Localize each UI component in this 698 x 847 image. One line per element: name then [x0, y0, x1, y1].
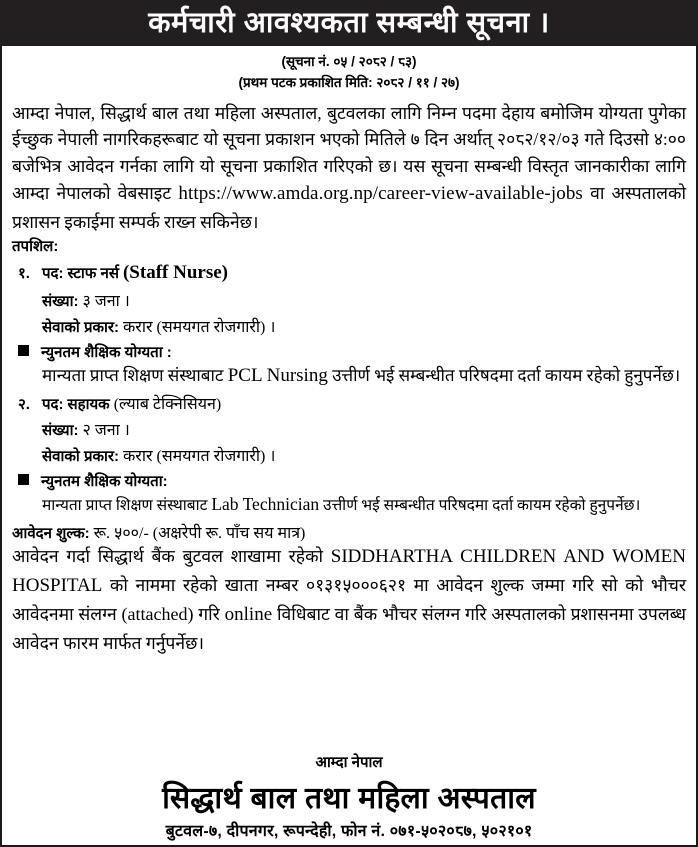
publish-date: (प्रथम पटक प्रकाशित मिति: २०८२ / ११ / २७)	[238, 74, 460, 90]
online-label-en: online	[224, 603, 273, 625]
notice-footer	[12, 752, 686, 845]
payment-text-part4: विधिबाट वा बैंक भौचर संलग्न गरि अस्पतालको प्रशासनमा उपलब्ध आवेदन फारम मार्फत गर्नुपर्नेछ।	[12, 603, 686, 653]
position-service-row	[12, 444, 686, 470]
post-name-np: स्टाफ नर्स	[67, 265, 119, 283]
intro-text-part1: आम्दा नेपाल, सिद्धार्थ बाल तथा महिला अस्पताल, बुटवलका लागि निम्न पदमा देहाय बमोजिम योग्यता पुगेका ईच्छुक नेपाली नागरिकहरूबाट यो सूचना प्रकाशन भएको मितिले ७ दिन अर्थात् २०८२/१२/०३ गते दिउसो ४:०० बजेभित्र आवेदन गर्नका लागि यो सूचना प्रकाशित गरिएको छ। यस सूचना सम्बन्धी विस्तृत जानकारीका लागि आम्दा नेपालको वेबसाइट	[12, 102, 686, 203]
qualification-text	[12, 491, 686, 517]
qualification-degree: PCL Nursing	[227, 364, 328, 386]
service-value: करार (समयगत रोजगारी) ।	[123, 318, 276, 336]
qualification-text	[12, 362, 686, 391]
position-entry	[12, 392, 686, 517]
position-title	[42, 392, 686, 418]
position-count-row	[12, 289, 686, 315]
payment-text-part3: गरि	[193, 603, 225, 624]
fee-value: रू. ५००/- (अक्षरेपी रू. पाँच सय मात्र)	[93, 525, 306, 543]
bank-account-name: SIDDHARTHA CHILDREN AND WOMEN HOSPITAL	[12, 546, 686, 597]
service-label: सेवाको प्रकार:	[42, 447, 120, 465]
amda-website-url[interactable]: https://www.amda.org.np/career-view-available-jobs	[178, 182, 583, 204]
fee-label: आवेदन शुल्क:	[12, 525, 90, 543]
post-name-en: (ल्याब टेक्निसियन)	[113, 396, 222, 414]
qualification-pre: मान्यता प्राप्त शिक्षण संस्थाबाट	[42, 496, 212, 514]
position-title	[42, 258, 686, 289]
position-service-row	[12, 315, 686, 341]
details-label: तपशिल:	[12, 238, 59, 256]
post-name-np: सहायक	[67, 396, 110, 414]
qualification-post: उत्तीर्ण भई सम्बन्धीत परिषदमा दर्ता कायम रहेको हुनुपर्नेछ।	[327, 365, 681, 385]
attached-label-en: (attached)	[121, 603, 194, 624]
notice-banner	[0, 0, 698, 46]
qualification-heading-row	[12, 342, 686, 362]
notice-body-frame	[0, 46, 698, 847]
post-name-en: (Staff Nurse)	[122, 262, 228, 284]
position-title-row	[12, 258, 686, 289]
qualification-label: न्युनतम शैक्षिक योग्यता:	[41, 472, 168, 490]
square-bullet-icon	[18, 345, 29, 356]
qualification-post: उत्तीर्ण भई सम्बन्धीत परिषदमा दर्ता कायम रहेको हुनुपर्नेछ।	[319, 496, 641, 514]
payment-text-part1: आवेदन गर्दा सिद्धार्थ बैंक बुटवल शाखामा रहेको	[12, 546, 331, 567]
notice-number: (सूचना नं. ०५ / २०८२ / ८३)	[281, 54, 417, 69]
post-label: पद:	[42, 265, 64, 283]
position-number: २.	[18, 396, 30, 414]
position-title-row	[12, 392, 686, 418]
qualification-label: न्युनतम शैक्षिक योग्यता :	[41, 343, 172, 361]
count-value: ३ जना ।	[82, 292, 130, 310]
hospital-name: सिद्धार्थ बाल तथा महिला अस्पताल	[162, 782, 536, 815]
payment-instructions	[12, 543, 686, 656]
post-label: पद:	[42, 396, 64, 414]
position-entry	[12, 258, 686, 390]
service-value: करार (समयगत रोजगारी) ।	[123, 447, 276, 465]
count-label: संख्या:	[42, 292, 79, 310]
square-bullet-icon	[18, 474, 29, 485]
notice-title: कर्मचारी आवश्यकता सम्बन्धी सूचना ।	[148, 6, 550, 39]
organization-name: आम्दा नेपाल	[315, 754, 383, 771]
count-label: संख्या:	[42, 422, 79, 440]
intro-paragraph	[12, 100, 686, 235]
count-value: २ जना ।	[82, 422, 130, 440]
hospital-address: बुटवल-७, दीपनगर, रूपन्देही, फोन नं. ०७१-५०२०८७, ५०२१०१	[165, 823, 533, 840]
application-fee-row	[12, 521, 686, 543]
payment-text-part2: को नाममा रहेको खाता नम्बर ०१३१५०००६२१ मा आवेदन शुल्क जम्मा गरि सो को भौचर आवेदनमा संलग्न	[12, 575, 686, 624]
qualification-heading-row	[12, 471, 686, 491]
qualification-degree: Lab Technician	[211, 493, 320, 514]
qualification-pre: मान्यता प्राप्त शिक्षण संस्थाबाट	[42, 365, 228, 385]
intro-text-part2: वा अस्पतालको प्रशासन इकाईमा सम्पर्क राख्न सकिनेछ।	[12, 182, 686, 232]
position-number: १.	[18, 265, 30, 283]
service-label: सेवाको प्रकार:	[42, 318, 120, 336]
position-count-row	[12, 418, 686, 444]
